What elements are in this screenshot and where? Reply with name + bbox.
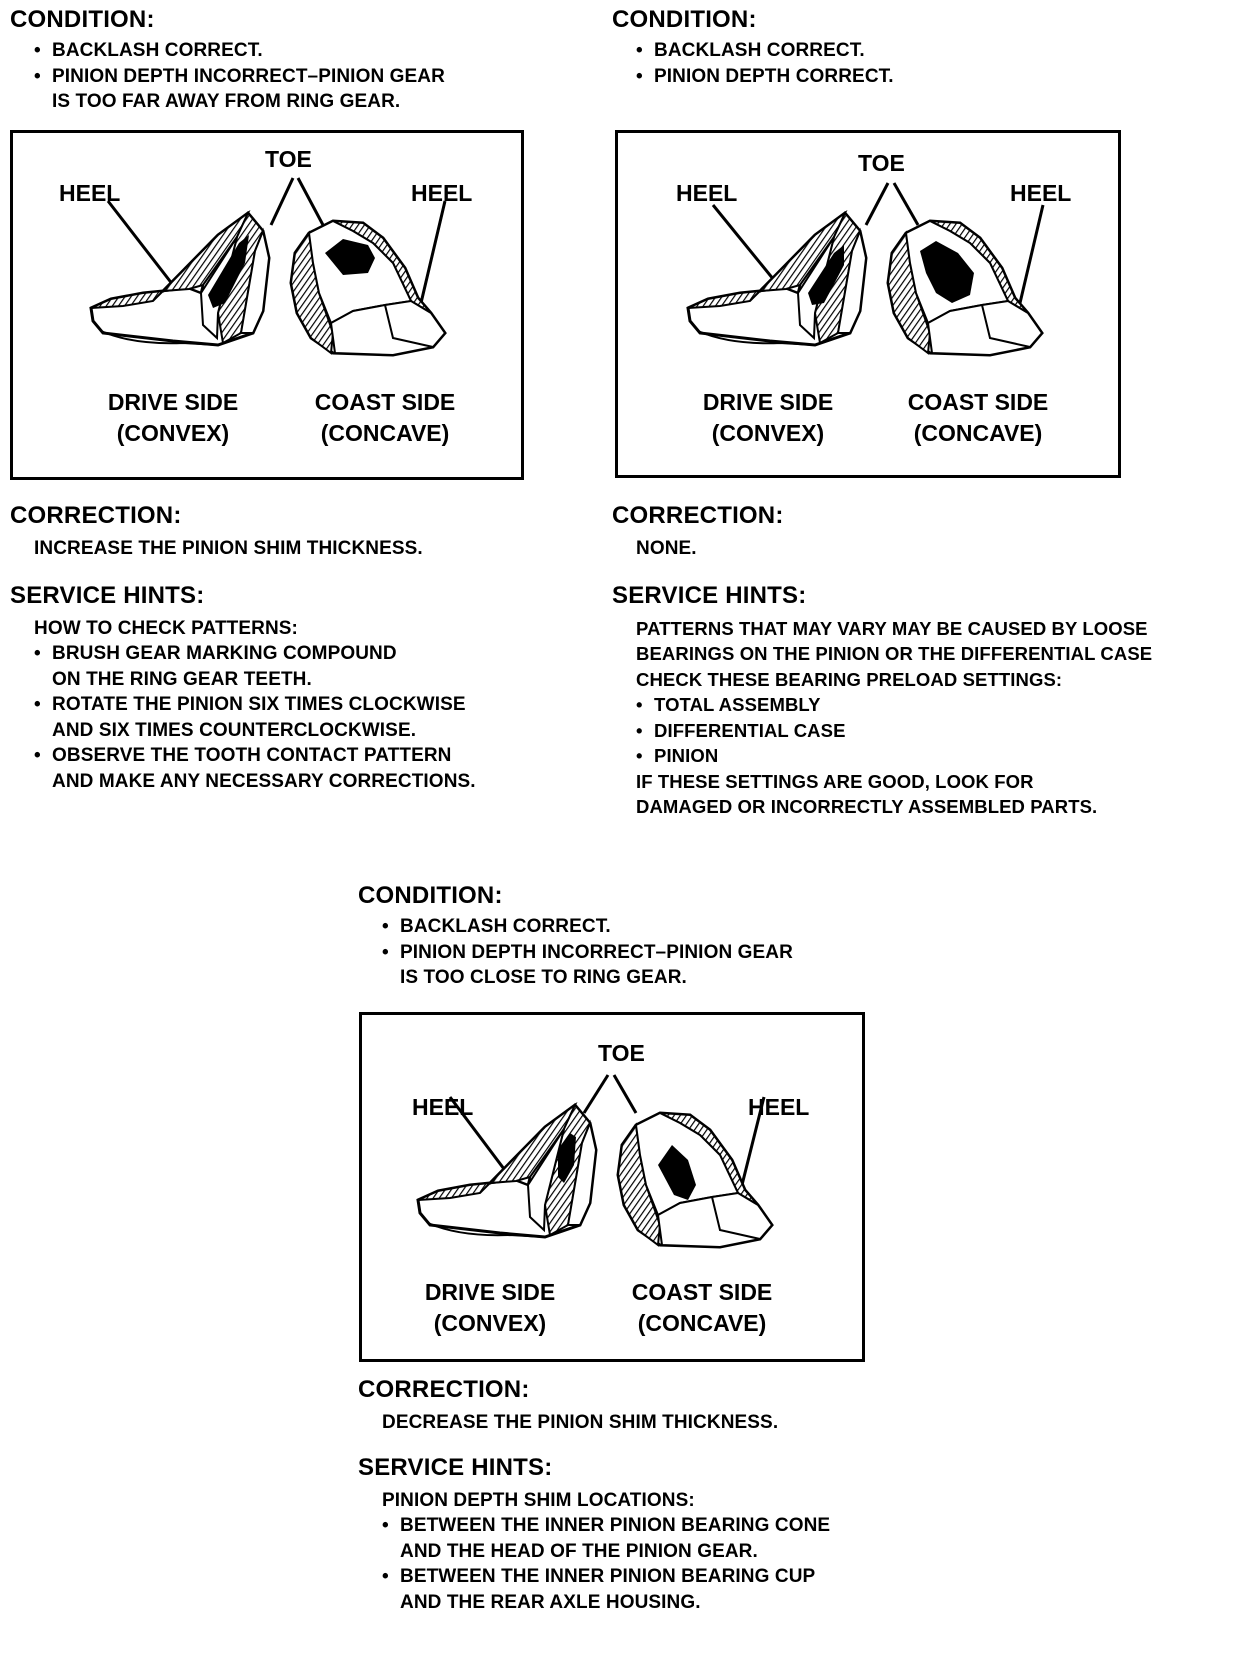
panel-pinion-too-close — [358, 882, 918, 991]
panel-1-correction — [10, 502, 580, 794]
hints-outro: DAMAGED OR INCORRECTLY ASSEMBLED PARTS. — [636, 796, 1098, 817]
drive-side-label: DRIVE SIDE (CONVEX) — [424, 1279, 556, 1336]
hints-intro: BEARINGS ON THE PINION OR THE DIFFERENTIAL CASE — [636, 643, 1153, 664]
correction-text: INCREASE THE PINION SHIM THICKNESS. — [34, 538, 423, 559]
condition-list — [358, 914, 918, 991]
correction-text: DECREASE THE PINION SHIM THICKNESS. — [382, 1412, 779, 1433]
condition-item: • PINION DEPTH INCORRECT–PINION GEAR — [382, 940, 918, 966]
hint-item: • PINION — [636, 743, 1238, 769]
hints-intro: PATTERNS THAT MAY VARY MAY BE CAUSED BY LOOSE — [636, 617, 1148, 639]
correction-text: NONE. — [636, 538, 697, 559]
coast-side-label: COAST SIDE (CONCAVE) — [631, 1279, 773, 1336]
condition-item: • BACKLASH CORRECT. — [382, 914, 918, 940]
condition-item-continued: IS TOO CLOSE TO RING GEAR. — [400, 967, 687, 988]
heel-label-left: HEEL — [676, 180, 738, 206]
hint-item-continued: AND THE REAR AXLE HOUSING. — [400, 1591, 701, 1613]
hint-item: • TOTAL ASSEMBLY — [636, 692, 1238, 718]
correction-heading: CORRECTION: — [358, 1376, 530, 1403]
condition-item: • PINION DEPTH INCORRECT–PINION GEAR — [34, 64, 570, 90]
heel-label-left: HEEL — [412, 1094, 474, 1120]
hint-item: • DIFFERENTIAL CASE — [636, 718, 1238, 744]
panel-3-correction — [358, 1376, 958, 1615]
hints-intro: PINION DEPTH SHIM LOCATIONS: — [382, 1489, 695, 1511]
condition-heading: CONDITION: — [612, 6, 757, 33]
toe-label: TOE — [265, 146, 312, 172]
condition-item: • PINION DEPTH CORRECT. — [636, 64, 1232, 90]
toe-label: TOE — [858, 150, 905, 176]
heel-label-left: HEEL — [59, 180, 121, 206]
toe-label: TOE — [598, 1040, 645, 1066]
hint-item-continued: AND MAKE ANY NECESSARY CORRECTIONS. — [52, 770, 476, 792]
drive-side-label: DRIVE SIDE (CONVEX) — [702, 389, 834, 446]
coast-side-label: COAST SIDE (CONCAVE) — [314, 389, 456, 446]
service-hints-list — [612, 616, 1238, 820]
condition-item: • BACKLASH CORRECT. — [34, 38, 570, 64]
hints-intro: HOW TO CHECK PATTERNS: — [34, 617, 298, 639]
condition-heading: CONDITION: — [10, 6, 155, 33]
hint-item: • OBSERVE THE TOOTH CONTACT PATTERN — [34, 743, 580, 769]
panel-2-correction — [612, 502, 1238, 820]
service-hints-heading: SERVICE HINTS: — [10, 581, 205, 609]
tooth-contact-diagram-3 — [359, 1012, 865, 1362]
hint-item-continued: AND SIX TIMES COUNTERCLOCKWISE. — [52, 719, 417, 741]
hint-item: • ROTATE THE PINION SIX TIMES CLOCKWISE — [34, 692, 580, 718]
service-hints-list — [10, 616, 580, 795]
panel-pinion-correct — [612, 6, 1232, 89]
hint-item: • BETWEEN THE INNER PINION BEARING CUP — [382, 1564, 958, 1590]
tooth-contact-diagram-1 — [10, 130, 524, 480]
hints-intro: CHECK THESE BEARING PRELOAD SETTINGS: — [636, 668, 1063, 690]
condition-heading: CONDITION: — [358, 882, 503, 909]
tooth-contact-diagram-2 — [615, 130, 1121, 478]
condition-item: • BACKLASH CORRECT. — [636, 38, 1232, 64]
condition-list — [612, 38, 1232, 89]
correction-heading: CORRECTION: — [10, 502, 182, 529]
hint-item-continued: AND THE HEAD OF THE PINION GEAR. — [400, 1540, 758, 1562]
hints-outro: IF THESE SETTINGS ARE GOOD, LOOK FOR — [636, 770, 1034, 792]
hint-item: • BRUSH GEAR MARKING COMPOUND — [34, 641, 580, 667]
heel-label-right: HEEL — [748, 1094, 810, 1120]
panel-pinion-too-far — [10, 6, 570, 115]
hint-item-continued: ON THE RING GEAR TEETH. — [52, 668, 312, 690]
coast-side-label: COAST SIDE (CONCAVE) — [907, 389, 1049, 446]
condition-item-continued: IS TOO FAR AWAY FROM RING GEAR. — [52, 91, 401, 112]
service-hints-list — [358, 1488, 958, 1616]
heel-label-right: HEEL — [411, 180, 473, 206]
heel-label-right: HEEL — [1010, 180, 1072, 206]
correction-heading: CORRECTION: — [612, 502, 784, 529]
service-hints-heading: SERVICE HINTS: — [358, 1453, 553, 1481]
drive-side-label: DRIVE SIDE (CONVEX) — [107, 389, 239, 446]
hint-item: • BETWEEN THE INNER PINION BEARING CONE — [382, 1513, 958, 1539]
service-hints-heading: SERVICE HINTS: — [612, 581, 807, 609]
condition-list — [10, 38, 570, 115]
